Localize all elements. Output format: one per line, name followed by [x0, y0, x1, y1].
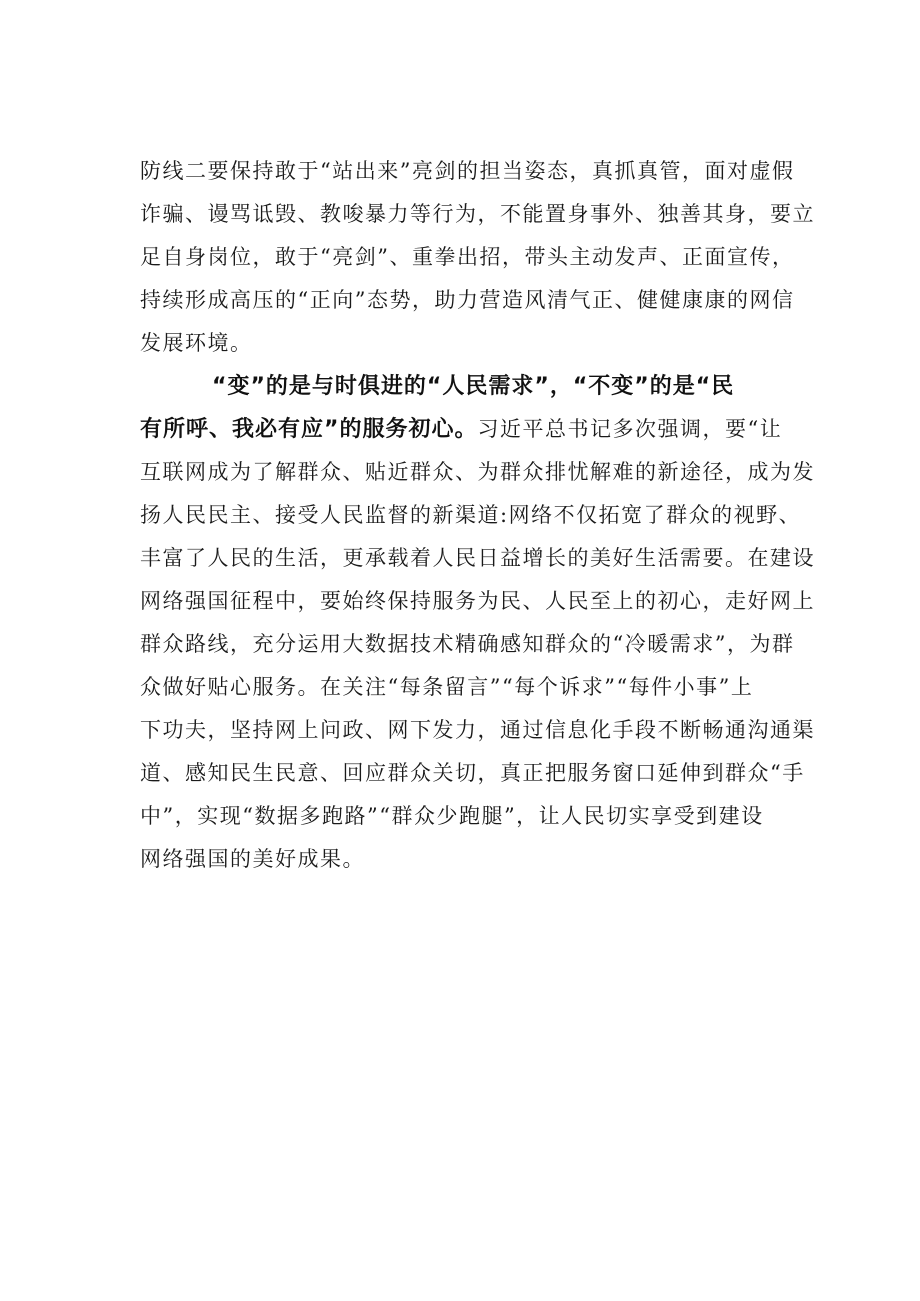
text-line: 互联网成为了解群众、贴近群众、为群众排忧解难的新途径，成为发 — [140, 460, 815, 484]
paragraph-lead-bold: “变”的是与时俱进的“人民需求”，“不变”的是“民 — [212, 374, 735, 399]
text-line: 丰富了人民的生活，更承载着人民日益增长的美好生活需要。在建设 — [140, 546, 815, 570]
paragraph-lead-bold: 有所呼、我必有应”的服务初心。 — [140, 417, 478, 442]
text-line: 网络强国征程中，要始终保持服务为民、人民至上的初心，走好网上 — [140, 589, 815, 613]
text-line: 中”，实现“数据多跑路”“群众少跑腿”，让人民切实享受到建设 — [140, 804, 764, 828]
text-line: 足自身岗位，敢于“亮剑”、重拳出招，带头主动发声、正面宣传， — [140, 245, 795, 269]
text-line: 下功夫，坚持网上问政、网下发力，通过信息化手段不断畅通沟通渠 — [140, 718, 815, 742]
text-line: 防线二要保持敢于“站出来”亮剑的担当姿态，真抓真管，面对虚假 — [140, 159, 795, 183]
paragraph-1 — [140, 150, 815, 365]
text-run: 习近平总书记多次强调，要“让 — [477, 417, 783, 441]
document-body — [140, 150, 815, 881]
text-line: 持续形成高压的“正向”态势，助力营造风清气正、健健康康的网信 — [140, 288, 795, 312]
text-line: 道、感知民生民意、回应群众关切，真正把服务窗口延伸到群众“手 — [140, 761, 805, 785]
text-line: 扬人民民主、接受人民监督的新渠道:网络不仅拓宽了群众的视野、 — [140, 503, 802, 527]
text-line: 发展环境。 — [140, 331, 253, 355]
text-line: 诈骗、谩骂诋毁、教唆暴力等行为，不能置身事外、独善其身，要立 — [140, 202, 815, 226]
text-line: 众做好贴心服务。在关注“每条留言”“每个诉求”“每件小事”上 — [140, 675, 754, 699]
text-line — [140, 408, 800, 451]
text-line — [140, 365, 800, 408]
paragraph-2 — [140, 365, 815, 881]
text-line: 网络强国的美好成果。 — [140, 847, 365, 871]
text-line: 群众路线，充分运用大数据技术精确感知群众的“冷暖需求”，为群 — [140, 632, 795, 656]
